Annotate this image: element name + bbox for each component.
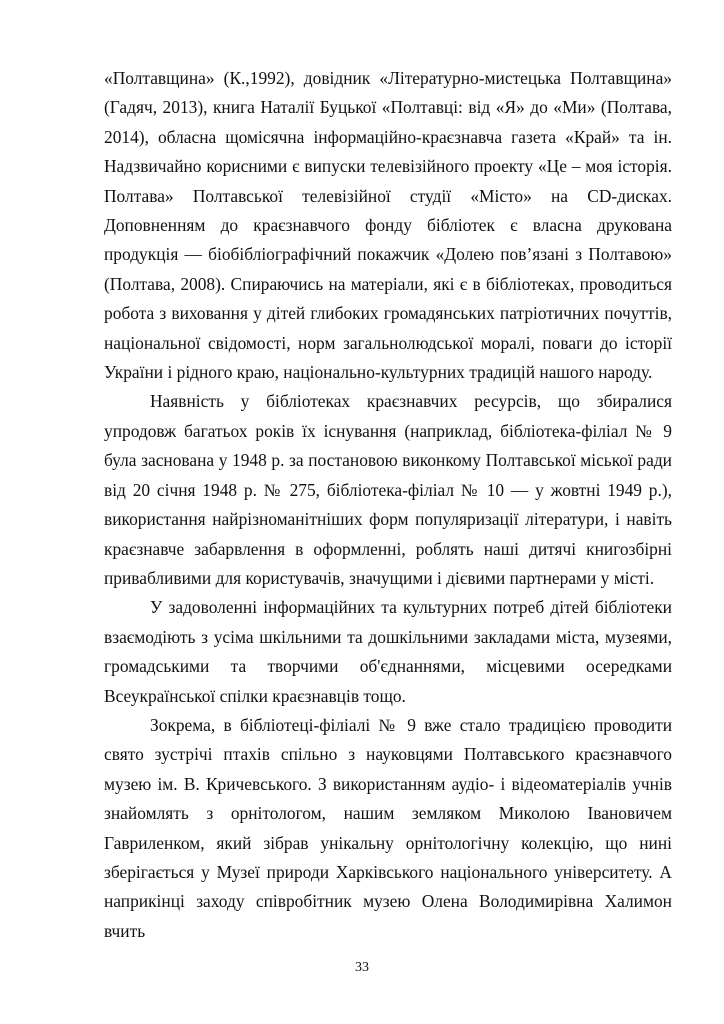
- paragraph-1: «Полтавщина» (К.,1992), довідник «Літературно-мистецька Полтавщина» (Гадяч, 2013), книга Наталії Буцької «Полтавці: від «Я» до «Ми» (Полтава, 2014), обласна щомісячна інформаційно-краєзнавча газета «Край» та ін. Надзвичайно корисними є випуски телевізійного проекту «Це – моя історія. Полтава» Полтавської телевізійної студії «Місто» на CD-дисках. Доповненням до краєзнавчого фонду бібліотек є власна друкована продукція — біобібліографічний покажчик «Долею пов’язані з Полтавою» (Полтава, 2008). Спираючись на матеріали, які є в бібліотеках, проводиться робота з виховання у дітей глибоких громадянських патріотичних почуттів, національної свідомості, норм загальнолюдської моралі, поваги до історії України і рідного краю, національно-культурних традицій нашого народу.: [104, 68, 672, 383]
- paragraph-2: Наявність у бібліотеках краєзнавчих ресурсів, що збиралися упродовж багатьох років їх існування (наприклад, бібліотека-філіал № 9 була заснована у 1948 р. за постановою виконкому Полтавської міської ради від 20 січня 1948 р. № 275, бібліотека-філіал № 10 — у жовтні 1949 р.), використання найрізноманітніших форм популяризації літератури, і навіть краєзнавче забарвлення в оформленні, роблять наші дитячі книгозбірні привабливими для користувачів, значущими і дієвими партнерами у місті.: [104, 391, 672, 588]
- paragraph-4: Зокрема, в бібліотеці-філіалі № 9 вже стало традицією проводити свято зустрічі птахів спільно з науковцями Полтавського краєзнавчого музею ім. В. Кричевського. З використанням аудіо- і відеоматеріалів учнів знайомлять з орнітологом, нашим земляком Миколою Івановичем Гавриленком, який зібрав унікальну орнітологічну колекцію, що нині зберігається у Музеї природи Харківського національного університету. А наприкінці заходу співробітник музею Олена Володимирівна Халимон вчить: [104, 714, 672, 941]
- document-page: [104, 64, 672, 946]
- page-number: 33: [355, 960, 369, 975]
- paragraph-3: У задоволенні інформаційних та культурних потреб дітей бібліотеки взаємодіють з усіма шкільними та дошкільними закладами міста, музеями, громадськими та творчими об'єднаннями, місцевими осередками Всеукраїнської спілки краєзнавців тощо.: [104, 597, 672, 706]
